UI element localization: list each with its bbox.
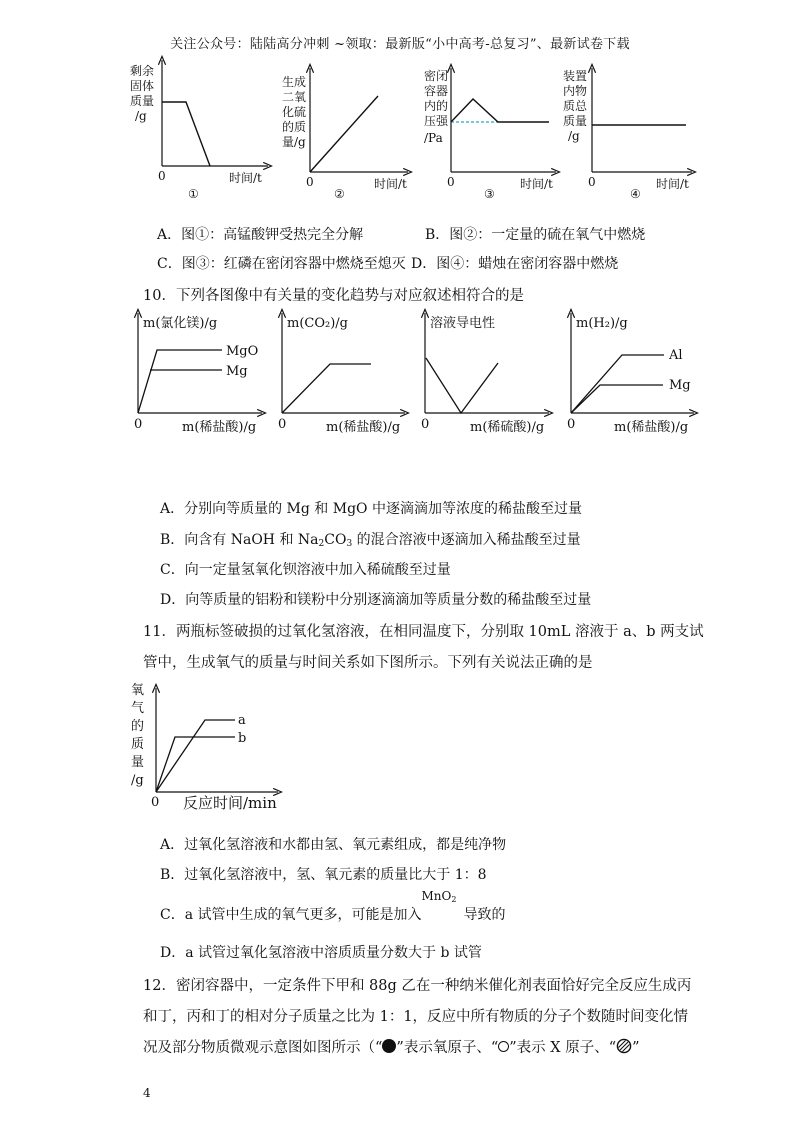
- q9-graph-2: [282, 68, 408, 201]
- svg-text:m(氯化镁)/g: m(氯化镁)/g: [143, 316, 218, 331]
- svg-text:a: a: [238, 713, 246, 728]
- svg-text:②: ②: [334, 187, 345, 201]
- q9-option-b: B．图②：一定量的硫在氧气中燃烧: [425, 227, 646, 243]
- q10-option-a: A．分别向等质量的 Mg 和 MgO 中逐滴滴加等浓度的稀盐酸至过量: [160, 501, 582, 517]
- svg-text:气: 气: [131, 701, 145, 716]
- svg-text:密闭: 密闭: [424, 69, 449, 83]
- q10-g4-mg: [571, 385, 663, 413]
- svg-text:内的: 内的: [424, 99, 449, 113]
- q9-g3-curve: [451, 99, 549, 122]
- svg-text:质量: 质量: [130, 94, 155, 108]
- svg-text:时间/t: 时间/t: [656, 177, 689, 191]
- svg-text:m(稀硫酸)/g: m(稀硫酸)/g: [470, 420, 545, 435]
- q11-curve-b: [156, 737, 235, 792]
- svg-text:0: 0: [278, 417, 287, 432]
- svg-text:0: 0: [588, 175, 596, 189]
- svg-text:内物: 内物: [563, 84, 588, 98]
- svg-text:0: 0: [306, 175, 314, 189]
- svg-text:0: 0: [134, 417, 143, 432]
- svg-text:装置: 装置: [563, 69, 588, 83]
- q10-stem: 10．下列各图像中有关量的变化趋势与对应叙述相符合的是: [143, 288, 524, 304]
- page-number: 4: [143, 1086, 151, 1100]
- svg-text:0: 0: [158, 169, 166, 183]
- svg-text:反应时间/min: 反应时间/min: [183, 794, 277, 812]
- svg-text:Mg: Mg: [226, 364, 248, 379]
- svg-text:/Pa: /Pa: [424, 131, 443, 145]
- svg-text:量/g: 量/g: [282, 135, 306, 149]
- svg-text:二氧: 二氧: [282, 90, 307, 104]
- svg-text:质: 质: [131, 737, 145, 752]
- q9-graphs: [0, 55, 800, 215]
- q10-graph-1: [134, 313, 262, 435]
- q10-g2-curve: [282, 364, 371, 413]
- svg-text:溶液导电性: 溶液导电性: [430, 316, 496, 331]
- svg-text:时间/t: 时间/t: [520, 177, 553, 191]
- q9-g2-curve: [310, 96, 378, 172]
- svg-text:Mg: Mg: [669, 378, 691, 393]
- q12-line-3: 况及部分物质微观示意图如图所示（“ ”表示氧原子、“ ”表示 X 原子、“ ”: [143, 1040, 640, 1056]
- svg-text:/g: /g: [131, 773, 144, 788]
- svg-text:氧: 氧: [131, 683, 145, 698]
- q10-option-d: D．向等质量的铝粉和镁粉中分别逐滴滴加等质量分数的稀盐酸至过量: [160, 592, 592, 608]
- svg-text:0: 0: [151, 795, 160, 810]
- q9-option-c: C．图③：红磷在密闭容器中燃烧至熄灭: [157, 256, 406, 272]
- svg-text:化硫: 化硫: [282, 105, 307, 119]
- svg-text:m(稀盐酸)/g: m(稀盐酸)/g: [326, 420, 401, 435]
- q11-option-a: A．过氧化氢溶液和水都由氢、氧元素组成，都是纯净物: [160, 837, 507, 853]
- svg-text:量: 量: [131, 755, 145, 770]
- q9-option-a: A．图①：高锰酸钾受热完全分解: [157, 227, 364, 243]
- q10-graph-3: [421, 313, 549, 435]
- svg-text:MgO: MgO: [226, 344, 259, 359]
- svg-text:m(H₂)/g: m(H₂)/g: [576, 316, 628, 331]
- q9-graph-1: [130, 60, 268, 201]
- svg-text:剩余: 剩余: [130, 64, 155, 78]
- svg-text:容器: 容器: [424, 84, 449, 98]
- svg-text:质总: 质总: [563, 99, 588, 113]
- q10-graph-2: [278, 313, 405, 435]
- svg-text:①: ①: [188, 187, 199, 201]
- svg-text:质量: 质量: [563, 114, 588, 128]
- page-header: 关注公众号：陆陆高分冲刺 ~领取：最新版“小中高考-总复习”、最新试卷下载: [170, 37, 630, 52]
- svg-text:时间/t: 时间/t: [229, 171, 262, 185]
- svg-text:压强: 压强: [424, 114, 449, 128]
- svg-text:b: b: [238, 731, 247, 746]
- svg-text:时间/t: 时间/t: [374, 177, 407, 191]
- hatched-atom-icon: [616, 1038, 632, 1054]
- q9-graph-3: [424, 68, 556, 201]
- q10-graph-4: [567, 313, 694, 435]
- q11-stem-1: 11．两瓶标签破损的过氧化氢溶液，在相同温度下，分别取 10mL 溶液于 a、b 两支试: [143, 624, 704, 640]
- q10-graphs: [0, 305, 800, 440]
- q12-line-2: 和丁，丙和丁的相对分子质量之比为 1：1，反应中所有物质的分子个数随时间变化情: [143, 1009, 689, 1025]
- svg-text:m(稀盐酸)/g: m(稀盐酸)/g: [182, 420, 257, 435]
- svg-text:的: 的: [131, 719, 145, 734]
- x-atom-icon: [498, 1041, 509, 1052]
- svg-text:m(稀盐酸)/g: m(稀盐酸)/g: [614, 420, 689, 435]
- svg-text:Al: Al: [669, 348, 683, 363]
- svg-text:/g: /g: [568, 129, 580, 143]
- q12-line-1: 12．密闭容器中，一定条件下甲和 88g 乙在一种纳米催化剂表面恰好完全反应生成丙: [143, 978, 692, 994]
- svg-text:0: 0: [421, 417, 430, 432]
- svg-text:固体: 固体: [130, 79, 155, 93]
- svg-text:生成: 生成: [282, 75, 307, 89]
- q9-option-d: D．图④：蜡烛在密闭容器中燃烧: [411, 256, 619, 272]
- q11-option-c: C．a 试管中生成的氧气更多，可能是加入 MnO2 导致的: [160, 889, 506, 923]
- oxygen-atom-icon: [382, 1039, 396, 1053]
- q9-g1-curve: [162, 102, 210, 166]
- svg-text:④: ④: [630, 187, 641, 201]
- svg-text:③: ③: [484, 187, 495, 201]
- q11-option-b: B．过氧化氢溶液中，氢、氧元素的质量比大于 1：8: [160, 867, 487, 883]
- q10-g3-curve: [426, 358, 498, 413]
- svg-text:0: 0: [567, 417, 576, 432]
- q10-option-b: B．向含有 NaOH 和 $Na_2CO_3$ 的混合溶液中逐滴加入稀盐酸至过量: [160, 532, 581, 549]
- q11-option-d: D．a 试管过氧化氢溶液中溶质质量分数大于 b 试管: [160, 945, 482, 961]
- q10-option-c: C．向一定量氢氧化钡溶液中加入稀硫酸至过量: [160, 562, 451, 578]
- q10-g4-al: [571, 355, 664, 413]
- svg-text:的质: 的质: [282, 120, 307, 134]
- q11-graph: [120, 675, 300, 815]
- q9-graph-4: [563, 68, 692, 201]
- svg-text:m(CO₂)/g: m(CO₂)/g: [287, 316, 348, 331]
- q11-stem-2: 管中，生成氧气的质量与时间关系如下图所示。下列有关说法正确的是: [143, 655, 593, 671]
- svg-text:0: 0: [447, 175, 455, 189]
- q10-g1-mgo: [138, 350, 222, 413]
- svg-text:/g: /g: [135, 109, 147, 123]
